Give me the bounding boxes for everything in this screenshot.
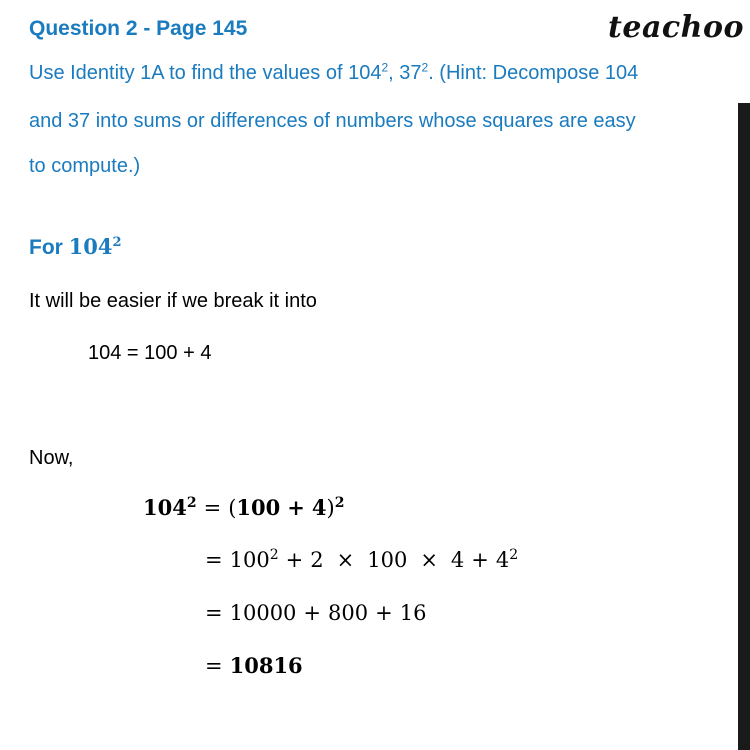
- term: 10000: [229, 601, 297, 625]
- right-edge-bar: [738, 103, 750, 750]
- plus-sign: +: [287, 495, 305, 520]
- term: 4: [450, 548, 465, 572]
- plus-sign: +: [303, 601, 322, 625]
- lhs-base: 104: [143, 495, 187, 520]
- exponent: 2: [421, 60, 429, 75]
- close-paren: ): [326, 496, 335, 520]
- term: 800: [328, 601, 369, 625]
- equation-step-3: [205, 601, 426, 625]
- section-heading-prefix: For: [29, 236, 69, 259]
- exponent: 2: [269, 547, 279, 563]
- heading-base: 104: [68, 234, 113, 259]
- term: 4: [311, 495, 327, 520]
- equals-sign: =: [205, 548, 223, 572]
- equation-step-1: [143, 495, 344, 520]
- explanation-text: It will be easier if we break it into: [29, 290, 317, 312]
- plus-sign: +: [375, 601, 393, 625]
- term: 100: [367, 548, 408, 572]
- equals-sign: =: [205, 601, 223, 625]
- equation-step-2: [205, 548, 518, 572]
- equals-sign: =: [203, 496, 222, 520]
- exponent: 2: [334, 495, 345, 511]
- term: 4: [495, 548, 510, 572]
- question-text-line-3: to compute.): [29, 155, 141, 177]
- heading-exponent: 2: [112, 235, 122, 250]
- plus-sign: +: [471, 548, 489, 572]
- decomposition-text: 104 = 100 + 4: [88, 342, 212, 364]
- final-result: 10816: [229, 653, 303, 678]
- question-text-segment: Use Identity 1A to find the values of 104: [29, 62, 382, 84]
- section-heading-math: [69, 234, 122, 259]
- question-text-line-2: and 37 into sums or differences of numbers whose squares are easy: [29, 110, 636, 132]
- lhs: [143, 495, 197, 520]
- question-text-segment: . (Hint: Decompose 104: [428, 62, 639, 84]
- open-paren: (: [228, 496, 237, 520]
- equals-sign: =: [205, 654, 223, 678]
- now-text: Now,: [29, 447, 74, 469]
- equation-step-4: [205, 653, 303, 678]
- section-heading: [29, 234, 122, 260]
- term: 2: [310, 548, 324, 572]
- question-text-segment: , 37: [388, 62, 422, 84]
- teachoo-logo: teachoo: [608, 10, 744, 45]
- question-title: Question 2 - Page 145: [29, 17, 248, 40]
- plus-sign: +: [285, 548, 304, 572]
- times-sign: ×: [336, 548, 355, 572]
- question-text-line-1: [29, 62, 638, 85]
- term: 100: [229, 548, 270, 572]
- exponent: 2: [509, 547, 519, 563]
- term: 100: [236, 495, 281, 520]
- lhs-exponent: 2: [186, 495, 197, 511]
- term: 16: [399, 601, 427, 625]
- exponent: 2: [381, 60, 389, 75]
- times-sign: ×: [420, 548, 438, 572]
